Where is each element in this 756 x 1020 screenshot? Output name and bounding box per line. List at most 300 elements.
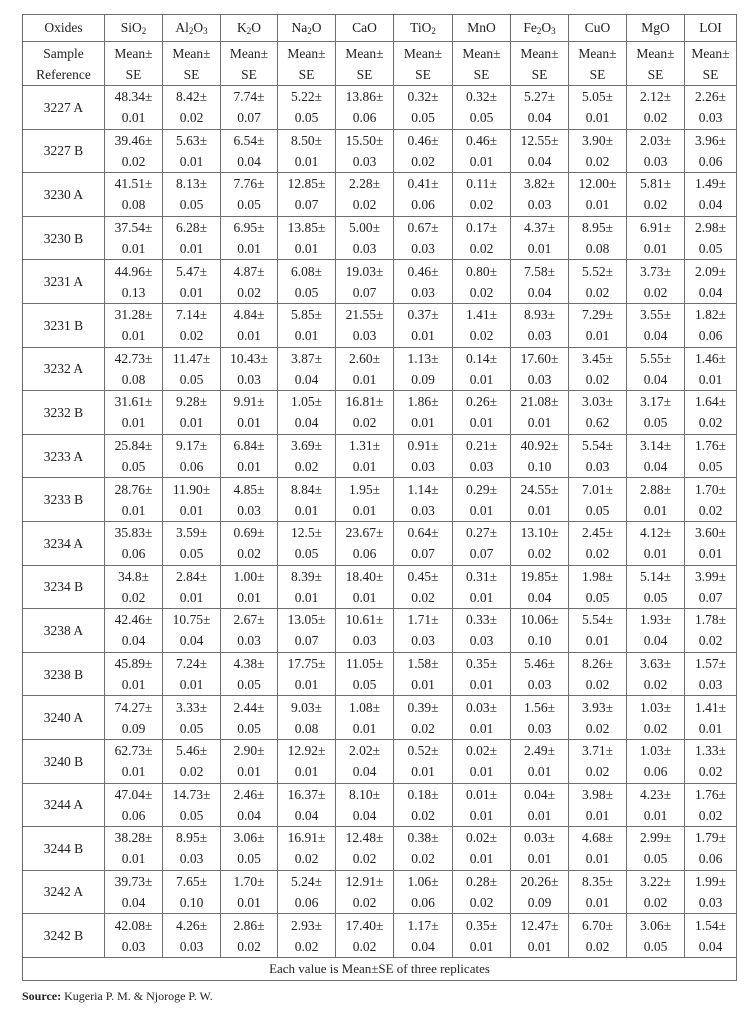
oxide-formula: Na <box>291 20 308 35</box>
mean-value: 0.69± <box>233 525 265 541</box>
oxide-formula: K <box>237 20 247 35</box>
value-cell <box>685 434 737 478</box>
mean-value: 5.52± <box>581 263 614 279</box>
value-cell <box>569 827 627 871</box>
oxide-formula: MnO <box>467 20 496 35</box>
se-value: 0.01 <box>352 589 377 605</box>
se-value: 0.03 <box>237 633 261 649</box>
mean-value: 25.84± <box>114 438 153 454</box>
value-cell <box>627 914 685 958</box>
mean-value: 6.91± <box>639 220 672 236</box>
se-label: SE <box>125 66 142 82</box>
se-value: 0.05 <box>469 110 494 126</box>
oxide-header <box>511 15 569 42</box>
se-label: SE <box>241 66 257 82</box>
se-value: 0.04 <box>237 807 261 823</box>
mean-label: Mean± <box>462 45 501 61</box>
mean-value: 1.06± <box>407 873 439 889</box>
value-cell <box>685 609 737 653</box>
value-cell <box>511 260 569 304</box>
value-cell <box>163 739 221 783</box>
value-cell <box>394 696 453 740</box>
se-value: 0.06 <box>352 110 377 126</box>
se-value: 0.02 <box>237 938 261 954</box>
se-value: 0.01 <box>121 241 146 257</box>
value-cell <box>105 260 163 304</box>
se-value: 0.01 <box>469 764 494 780</box>
value-cell <box>685 391 737 435</box>
se-value: 0.04 <box>294 371 319 387</box>
value-cell <box>221 303 278 347</box>
sample-reference: 3233 A <box>23 434 105 478</box>
mean-value: 11.47± <box>172 350 211 366</box>
value-cell <box>453 86 511 130</box>
se-value: 0.03 <box>585 459 610 475</box>
source-line <box>22 989 213 1004</box>
value-cell <box>221 609 278 653</box>
se-value: 0.04 <box>237 153 261 169</box>
value-cell <box>685 129 737 173</box>
value-cell <box>105 173 163 217</box>
oxide-formula: CaO <box>352 20 377 35</box>
se-value: 0.02 <box>469 284 494 300</box>
value-cell <box>221 521 278 565</box>
mean-value: 4.85± <box>233 481 265 497</box>
mean-value: 8.26± <box>581 656 614 672</box>
value-cell <box>394 870 453 914</box>
value-cell <box>627 347 685 391</box>
se-value: 0.02 <box>643 720 668 736</box>
mean-value: 1.41± <box>694 699 727 715</box>
se-value: 0.01 <box>237 764 261 780</box>
sample-reference: 3238 A <box>23 609 105 653</box>
value-cell <box>278 391 336 435</box>
mean-value: 2.09± <box>694 263 727 279</box>
se-value: 0.02 <box>643 284 668 300</box>
sample-reference: 3227 A <box>23 86 105 130</box>
value-cell <box>163 129 221 173</box>
se-value: 0.02 <box>121 153 146 169</box>
se-value: 0.09 <box>411 371 435 387</box>
footer-note: Each value is Mean±SE of three replicates <box>23 957 737 980</box>
mean-value: 35.83± <box>114 525 153 541</box>
mean-value: 2.45± <box>581 525 614 541</box>
se-value: 0.01 <box>237 241 261 257</box>
sample-reference: 3233 B <box>23 478 105 522</box>
se-value: 0.02 <box>352 415 377 431</box>
mean-value: 1.99± <box>694 873 727 889</box>
value-cell <box>278 347 336 391</box>
value-cell <box>394 478 453 522</box>
value-cell <box>453 391 511 435</box>
se-value: 0.05 <box>643 938 668 954</box>
value-cell <box>163 478 221 522</box>
oxide-subscript: 2 <box>246 26 252 36</box>
value-cell <box>569 914 627 958</box>
se-value: 0.04 <box>121 894 146 910</box>
se-value: 0.01 <box>469 677 494 693</box>
value-cell <box>221 652 278 696</box>
oxide-header <box>221 15 278 42</box>
mean-value: 10.43± <box>230 350 268 366</box>
se-value: 0.01 <box>585 328 610 344</box>
mean-value: 8.50± <box>290 132 323 148</box>
value-cell <box>278 216 336 260</box>
mean-value: 2.28± <box>348 176 381 192</box>
value-cell <box>221 783 278 827</box>
oxide-subscript: 3 <box>551 26 556 36</box>
value-cell <box>105 827 163 871</box>
mean-value: 5.54± <box>581 612 614 628</box>
value-cell <box>105 347 163 391</box>
oxide-header-row <box>23 15 737 42</box>
mean-value: 4.12± <box>639 525 672 541</box>
mean-value: 0.52± <box>407 743 439 759</box>
value-cell <box>105 609 163 653</box>
mean-value: 0.14± <box>465 350 498 366</box>
value-cell <box>627 609 685 653</box>
mean-value: 1.76± <box>694 786 727 802</box>
mean-value: 45.89± <box>114 656 153 672</box>
value-cell <box>511 870 569 914</box>
se-value: 0.02 <box>121 589 146 605</box>
se-value: 0.03 <box>179 851 204 867</box>
se-value: 0.03 <box>411 633 435 649</box>
se-value: 0.02 <box>411 153 435 169</box>
se-value: 0.02 <box>411 720 435 736</box>
se-value: 0.02 <box>469 241 494 257</box>
mean-value: 12.47± <box>520 917 559 933</box>
mean-label: Mean± <box>229 45 269 61</box>
se-value: 0.05 <box>643 851 668 867</box>
mean-value: 13.86± <box>345 89 384 105</box>
mean-value: 9.91± <box>233 394 265 410</box>
mean-value: 38.28± <box>114 830 153 846</box>
mean-value: 0.17± <box>465 220 498 236</box>
mean-value: 1.54± <box>694 917 727 933</box>
value-cell <box>627 783 685 827</box>
mean-value: 1.86± <box>407 394 439 410</box>
value-cell <box>685 347 737 391</box>
value-cell <box>394 914 453 958</box>
value-cell <box>453 173 511 217</box>
mean-value: 5.22± <box>290 89 323 105</box>
mean-value: 5.63± <box>175 132 208 148</box>
value-cell <box>453 303 511 347</box>
se-value: 0.05 <box>411 110 435 126</box>
se-value: 0.01 <box>469 720 494 736</box>
se-label: SE <box>298 66 315 82</box>
mean-value: 8.95± <box>175 830 208 846</box>
se-value: 0.01 <box>469 938 494 954</box>
sample-reference: 3232 B <box>23 391 105 435</box>
mean-se-header <box>685 42 737 86</box>
sample-reference: 3234 A <box>23 521 105 565</box>
se-value: 0.02 <box>469 197 494 213</box>
value-cell <box>569 652 627 696</box>
se-value: 0.13 <box>121 284 146 300</box>
mean-value: 0.32± <box>465 89 498 105</box>
se-value: 0.05 <box>643 415 668 431</box>
mean-value: 3.87± <box>290 350 323 366</box>
mean-value: 1.98± <box>581 568 614 584</box>
value-cell <box>105 129 163 173</box>
table-row <box>23 739 737 783</box>
se-value: 0.02 <box>411 807 435 823</box>
se-value: 0.05 <box>698 459 723 475</box>
value-cell <box>511 652 569 696</box>
value-cell <box>569 260 627 304</box>
value-cell <box>511 347 569 391</box>
se-value: 0.01 <box>469 371 494 387</box>
value-cell <box>278 696 336 740</box>
mean-se-header <box>453 42 511 86</box>
value-cell <box>336 521 394 565</box>
mean-value: 8.35± <box>581 873 614 889</box>
se-value: 0.01 <box>179 153 204 169</box>
mean-value: 21.08± <box>520 394 559 410</box>
se-value: 0.07 <box>237 110 261 126</box>
mean-value: 4.38± <box>233 656 265 672</box>
mean-value: 13.10± <box>520 525 559 541</box>
se-value: 0.01 <box>352 720 377 736</box>
se-value: 0.02 <box>698 502 723 518</box>
value-cell <box>336 86 394 130</box>
oxide-subscript: 3 <box>203 26 208 36</box>
se-value: 0.01 <box>121 328 146 344</box>
se-value: 0.01 <box>179 415 204 431</box>
mean-value: 1.17± <box>407 917 439 933</box>
oxide-header <box>627 15 685 42</box>
se-value: 0.02 <box>352 851 377 867</box>
mean-value: 3.98± <box>581 786 614 802</box>
value-cell <box>163 652 221 696</box>
mean-label: Mean± <box>520 45 559 61</box>
mean-value: 11.90± <box>172 481 211 497</box>
mean-value: 0.67± <box>407 220 439 236</box>
value-cell <box>453 521 511 565</box>
value-cell <box>627 652 685 696</box>
value-cell <box>394 173 453 217</box>
mean-value: 3.63± <box>639 656 672 672</box>
se-value: 0.03 <box>527 371 552 387</box>
mean-value: 3.17± <box>639 394 672 410</box>
se-value: 0.02 <box>352 197 377 213</box>
value-cell <box>278 478 336 522</box>
se-value: 0.02 <box>698 415 723 431</box>
value-cell <box>278 739 336 783</box>
se-value: 0.04 <box>411 938 435 954</box>
value-cell <box>163 827 221 871</box>
se-value: 0.03 <box>352 328 377 344</box>
se-value: 0.02 <box>585 720 610 736</box>
mean-value: 2.90± <box>233 743 265 759</box>
mean-value: 0.18± <box>407 786 439 802</box>
se-value: 0.01 <box>294 589 319 605</box>
se-value: 0.01 <box>352 459 377 475</box>
mean-value: 9.17± <box>175 438 208 454</box>
se-value: 0.05 <box>643 589 668 605</box>
mean-value: 0.27± <box>465 525 498 541</box>
table-row <box>23 652 737 696</box>
reference-label: Reference <box>36 66 91 82</box>
se-value: 0.01 <box>411 328 435 344</box>
value-cell <box>394 260 453 304</box>
mean-value: 1.31± <box>348 438 381 454</box>
mean-value: 24.55± <box>520 481 559 497</box>
mean-value: 13.05± <box>287 612 326 628</box>
value-cell <box>105 739 163 783</box>
value-cell <box>336 739 394 783</box>
se-value: 0.01 <box>643 807 668 823</box>
mean-value: 4.23± <box>639 786 672 802</box>
value-cell <box>511 216 569 260</box>
mean-value: 2.03± <box>639 132 672 148</box>
mean-value: 10.75± <box>172 612 211 628</box>
value-cell <box>105 870 163 914</box>
se-value: 0.05 <box>237 677 261 693</box>
se-value: 0.01 <box>585 807 610 823</box>
mean-value: 1.46± <box>694 350 727 366</box>
value-cell <box>105 86 163 130</box>
mean-label: Mean± <box>114 45 153 61</box>
mean-value: 31.28± <box>114 307 153 323</box>
mean-value: 0.04± <box>523 786 556 802</box>
se-value: 0.05 <box>237 720 261 736</box>
mean-label: Mean± <box>691 45 730 61</box>
mean-value: 12.00± <box>578 176 617 192</box>
value-cell <box>105 783 163 827</box>
se-value: 0.01 <box>121 764 146 780</box>
mean-value: 20.26± <box>520 873 559 889</box>
value-cell <box>394 347 453 391</box>
mean-value: 5.05± <box>581 89 614 105</box>
mean-value: 5.46± <box>523 656 556 672</box>
mean-value: 74.27± <box>114 699 153 715</box>
mean-value: 3.06± <box>233 830 265 846</box>
sample-label: Sample <box>43 45 84 61</box>
mean-label: Mean± <box>345 45 384 61</box>
mean-value: 0.11± <box>466 176 497 192</box>
value-cell <box>569 434 627 478</box>
value-cell <box>685 216 737 260</box>
mean-value: 17.75± <box>287 656 326 672</box>
se-value: 0.03 <box>121 938 146 954</box>
mean-value: 48.34± <box>114 89 153 105</box>
mean-value: 21.55± <box>345 307 384 323</box>
table-row <box>23 696 737 740</box>
value-cell <box>394 303 453 347</box>
value-cell <box>163 347 221 391</box>
value-cell <box>221 914 278 958</box>
mean-value: 2.60± <box>348 350 381 366</box>
se-value: 0.03 <box>469 459 494 475</box>
mean-value: 0.39± <box>407 699 439 715</box>
mean-value: 1.00± <box>233 568 265 584</box>
value-cell <box>278 652 336 696</box>
sample-reference-label <box>23 42 105 86</box>
value-cell <box>569 391 627 435</box>
value-cell <box>278 870 336 914</box>
mean-value: 0.35± <box>465 656 498 672</box>
value-cell <box>221 129 278 173</box>
oxide-header <box>336 15 394 42</box>
value-cell <box>627 260 685 304</box>
table-row <box>23 434 737 478</box>
se-value: 0.02 <box>698 807 723 823</box>
se-value: 0.04 <box>698 284 723 300</box>
se-value: 0.02 <box>237 546 261 562</box>
mean-value: 0.33± <box>465 612 498 628</box>
mean-value: 1.82± <box>694 307 727 323</box>
se-value: 0.05 <box>585 502 610 518</box>
mean-value: 2.99± <box>639 830 672 846</box>
mean-value: 3.69± <box>290 438 323 454</box>
mean-value: 6.84± <box>233 438 265 454</box>
table-row <box>23 303 737 347</box>
value-cell <box>453 478 511 522</box>
se-value: 0.08 <box>121 197 146 213</box>
value-cell <box>336 216 394 260</box>
se-value: 0.07 <box>352 284 377 300</box>
mean-se-header <box>336 42 394 86</box>
value-cell <box>685 478 737 522</box>
mean-value: 3.06± <box>639 917 672 933</box>
se-value: 0.03 <box>527 677 552 693</box>
sample-reference: 3242 B <box>23 914 105 958</box>
value-cell <box>336 652 394 696</box>
mean-value: 3.96± <box>694 132 727 148</box>
value-cell <box>569 303 627 347</box>
mean-value: 42.46± <box>114 612 153 628</box>
mean-se-header-row <box>23 42 737 86</box>
sample-reference: 3242 A <box>23 870 105 914</box>
oxide-table-container <box>22 14 736 981</box>
se-value: 0.01 <box>294 328 319 344</box>
se-value: 0.01 <box>294 241 319 257</box>
se-value: 0.01 <box>585 197 610 213</box>
value-cell <box>627 303 685 347</box>
se-value: 0.01 <box>294 764 319 780</box>
table-row <box>23 86 737 130</box>
oxides-label: Oxides <box>23 15 105 42</box>
oxide-subscript: 2 <box>307 26 312 36</box>
mean-value: 1.70± <box>233 873 265 889</box>
value-cell <box>394 827 453 871</box>
value-cell <box>627 565 685 609</box>
mean-value: 0.80± <box>465 263 498 279</box>
value-cell <box>336 609 394 653</box>
mean-value: 5.24± <box>290 873 323 889</box>
value-cell <box>394 391 453 435</box>
se-value: 0.01 <box>121 110 146 126</box>
sample-reference: 3238 B <box>23 652 105 696</box>
value-cell <box>221 696 278 740</box>
value-cell <box>685 696 737 740</box>
se-value: 0.03 <box>411 284 435 300</box>
se-value: 0.02 <box>585 284 610 300</box>
se-value: 0.01 <box>411 415 435 431</box>
se-value: 0.02 <box>585 371 610 387</box>
se-value: 0.04 <box>643 371 668 387</box>
value-cell <box>685 914 737 958</box>
mean-value: 5.85± <box>290 307 323 323</box>
value-cell <box>569 173 627 217</box>
se-value: 0.01 <box>179 284 204 300</box>
se-value: 0.03 <box>698 677 723 693</box>
value-cell <box>336 870 394 914</box>
mean-value: 28.76± <box>114 481 153 497</box>
